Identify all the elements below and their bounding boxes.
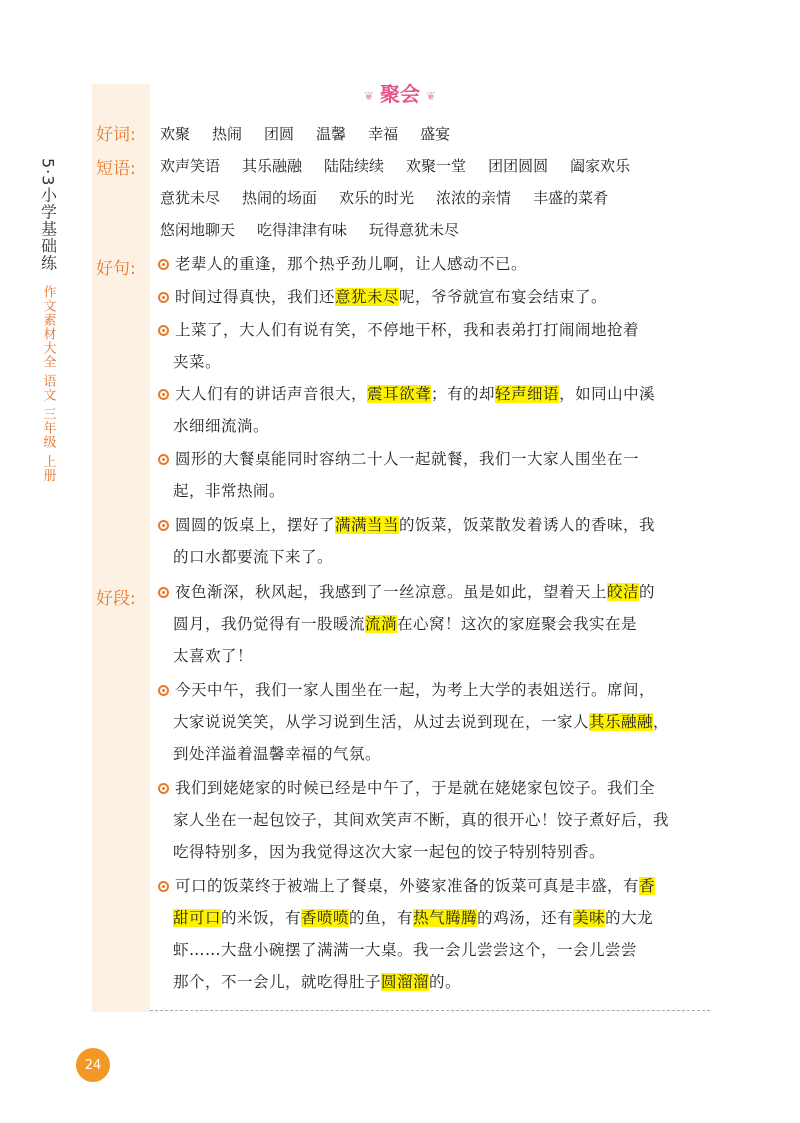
sentence-text: 的口水都要流下来了。 xyxy=(173,548,334,566)
highlight: 震耳欲聋 xyxy=(367,385,432,403)
sentence-text: 圆圆的饭桌上，摆好了 xyxy=(175,516,336,534)
paragraph-text: 那个，不一会儿，就吃得肚子 xyxy=(173,973,382,991)
paragraph-text: 的 xyxy=(639,583,656,601)
sentence-item xyxy=(158,281,714,313)
sentence-text: 时间过得真快，我们还 xyxy=(175,288,336,306)
word: 幸福 xyxy=(368,125,399,143)
paragraph-text: 的鱼，有 xyxy=(349,909,414,927)
bullet-icon xyxy=(158,325,169,336)
word: 团圆 xyxy=(264,125,295,143)
bullet-icon xyxy=(158,783,169,794)
label-paragraphs: 好段: xyxy=(96,589,136,609)
page-number: 24 xyxy=(76,1048,110,1082)
highlight: 热气腾腾 xyxy=(413,909,478,927)
bullet-icon xyxy=(158,685,169,696)
paragraph-text: 在心窝！这次的家庭聚会我实在是 xyxy=(397,615,638,633)
phrase: 悠闲地聊天 xyxy=(160,221,236,239)
sentence-text: 上菜了，大人们有说有笑，不停地干杯，我和表弟打打闹闹地抢着 xyxy=(175,321,640,339)
paragraph-text: 到处洋溢着温馨幸福的气氛。 xyxy=(173,745,382,763)
highlight: 香喷喷 xyxy=(301,909,350,927)
label-sentences: 好句: xyxy=(96,259,136,279)
dashed-divider xyxy=(150,1010,710,1011)
word: 盛宴 xyxy=(420,125,451,143)
phrase: 欢乐的时光 xyxy=(339,189,415,207)
sentence-text: 大人们有的讲话声音很大， xyxy=(175,385,368,403)
phrase: 团团圆圆 xyxy=(488,157,549,175)
phrase: 阖家欢乐 xyxy=(570,157,631,175)
paragraph-text: 的大龙 xyxy=(605,909,654,927)
sentence-text: 呢，爷爷就宣布宴会结束了。 xyxy=(399,288,608,306)
leaf-icon: ❦ xyxy=(426,88,437,103)
leaf-icon: ❦ xyxy=(363,88,374,103)
bullet-icon xyxy=(158,389,169,400)
sentence-text: ；有的却 xyxy=(431,385,496,403)
paragraph-text: 的。 xyxy=(429,973,462,991)
sentence-item xyxy=(158,509,714,573)
label-phrases: 短语: xyxy=(96,159,136,179)
paragraph-text: 今天中午，我们一家人围坐在一起，为考上大学的表姐送行。席间， xyxy=(175,681,656,699)
bullet-icon xyxy=(158,259,169,270)
highlight: 香 xyxy=(639,877,656,895)
book-brand: 5·3小学基础练 xyxy=(38,158,58,272)
sentence-text: ，如同山中溪 xyxy=(559,385,656,403)
paragraph-text: ， xyxy=(653,713,670,731)
phrase: 欢声笑语 xyxy=(160,157,221,175)
paragraph-text: 的米饭，有 xyxy=(221,909,302,927)
highlight: 圆溜溜 xyxy=(381,973,430,991)
side-banner xyxy=(28,158,68,483)
paragraph-text: 可口的饭菜终于被端上了餐桌，外婆家准备的饭菜可真是丰盛，有 xyxy=(175,877,640,895)
phrase: 其乐融融 xyxy=(242,157,303,175)
phrase: 意犹未尽 xyxy=(160,189,221,207)
paragraph-text: 吃得特别多，因为我觉得这次大家一起包的饺子特别特别香。 xyxy=(173,843,606,861)
sentence-item xyxy=(158,378,714,442)
highlight: 满满当当 xyxy=(335,516,400,534)
sentence-text: 水细细流淌。 xyxy=(173,417,270,435)
paragraph-text: 虾……大盘小碗摆了满满一大桌。我一会儿尝尝这个，一会儿尝尝 xyxy=(173,941,638,959)
highlight: 美味 xyxy=(573,909,606,927)
word: 热闹 xyxy=(212,125,243,143)
phrase: 陆陆续续 xyxy=(324,157,385,175)
sentence-text: 老辈人的重逢，那个热乎劲儿啊，让人感动不已。 xyxy=(175,255,528,273)
phrase: 热闹的场面 xyxy=(242,189,318,207)
paragraph-text: 圆月，我仍觉得有一股暖流 xyxy=(173,615,366,633)
phrase: 欢聚一堂 xyxy=(406,157,467,175)
book-series: 作文素材大全 语文 三年级 上册 xyxy=(40,285,56,483)
word: 温馨 xyxy=(316,125,347,143)
sentence-text: 的饭菜，饭菜散发着诱人的香味，我 xyxy=(399,516,656,534)
phrase: 玩得意犹未尽 xyxy=(369,221,460,239)
paragraph-text: 太喜欢了！ xyxy=(173,647,254,665)
sentence-item xyxy=(158,443,714,507)
paragraph-text: 夜色渐深，秋风起，我感到了一丝凉意。虽是如此，望着天上 xyxy=(175,583,608,601)
paragraph-item xyxy=(158,576,714,672)
sentence-item xyxy=(158,314,714,378)
bullet-icon xyxy=(158,587,169,598)
phrase: 浓浓的亲情 xyxy=(436,189,512,207)
highlight: 甜可口 xyxy=(173,909,222,927)
phrases-row-2 xyxy=(160,188,630,208)
paragraph-text: 的鸡汤，还有 xyxy=(477,909,574,927)
paragraph-text: 大家说说笑笑，从学习说到生活，从过去说到现在，一家人 xyxy=(173,713,590,731)
phrase: 丰盛的菜肴 xyxy=(533,189,609,207)
paragraph-item xyxy=(158,870,714,998)
page-title xyxy=(0,78,800,107)
sentence-text: 圆形的大餐桌能同时容纳二十人一起就餐，我们一大家人围坐在一 xyxy=(175,450,640,468)
paragraph-text: 家人坐在一起包饺子，其间欢笑声不断，真的很开心！饺子煮好后，我 xyxy=(173,811,670,829)
word: 欢聚 xyxy=(160,125,191,143)
highlight: 意犹未尽 xyxy=(335,288,400,306)
bullet-icon xyxy=(158,520,169,531)
paragraph-item xyxy=(158,674,714,770)
words-row xyxy=(160,124,472,144)
phrase: 吃得津津有味 xyxy=(257,221,348,239)
left-color-band xyxy=(92,84,150,1012)
paragraph-text: 我们到姥姥家的时候已经是中午了，于是就在姥姥家包饺子。我们全 xyxy=(175,779,656,797)
label-words: 好词: xyxy=(96,125,136,145)
sentence-text: 起，非常热闹。 xyxy=(173,482,286,500)
phrases-row-1 xyxy=(160,156,652,176)
highlight: 流淌 xyxy=(365,615,398,633)
bullet-icon xyxy=(158,454,169,465)
highlight: 轻声细语 xyxy=(495,385,560,403)
bullet-icon xyxy=(158,881,169,892)
title-text: 聚会 xyxy=(380,82,420,106)
sentence-text: 夹菜。 xyxy=(173,353,222,371)
bullet-icon xyxy=(158,292,169,303)
highlight: 皎洁 xyxy=(607,583,640,601)
sentence-item xyxy=(158,248,714,280)
highlight: 其乐融融 xyxy=(589,713,654,731)
paragraph-item xyxy=(158,772,714,868)
phrases-row-3 xyxy=(160,220,481,240)
